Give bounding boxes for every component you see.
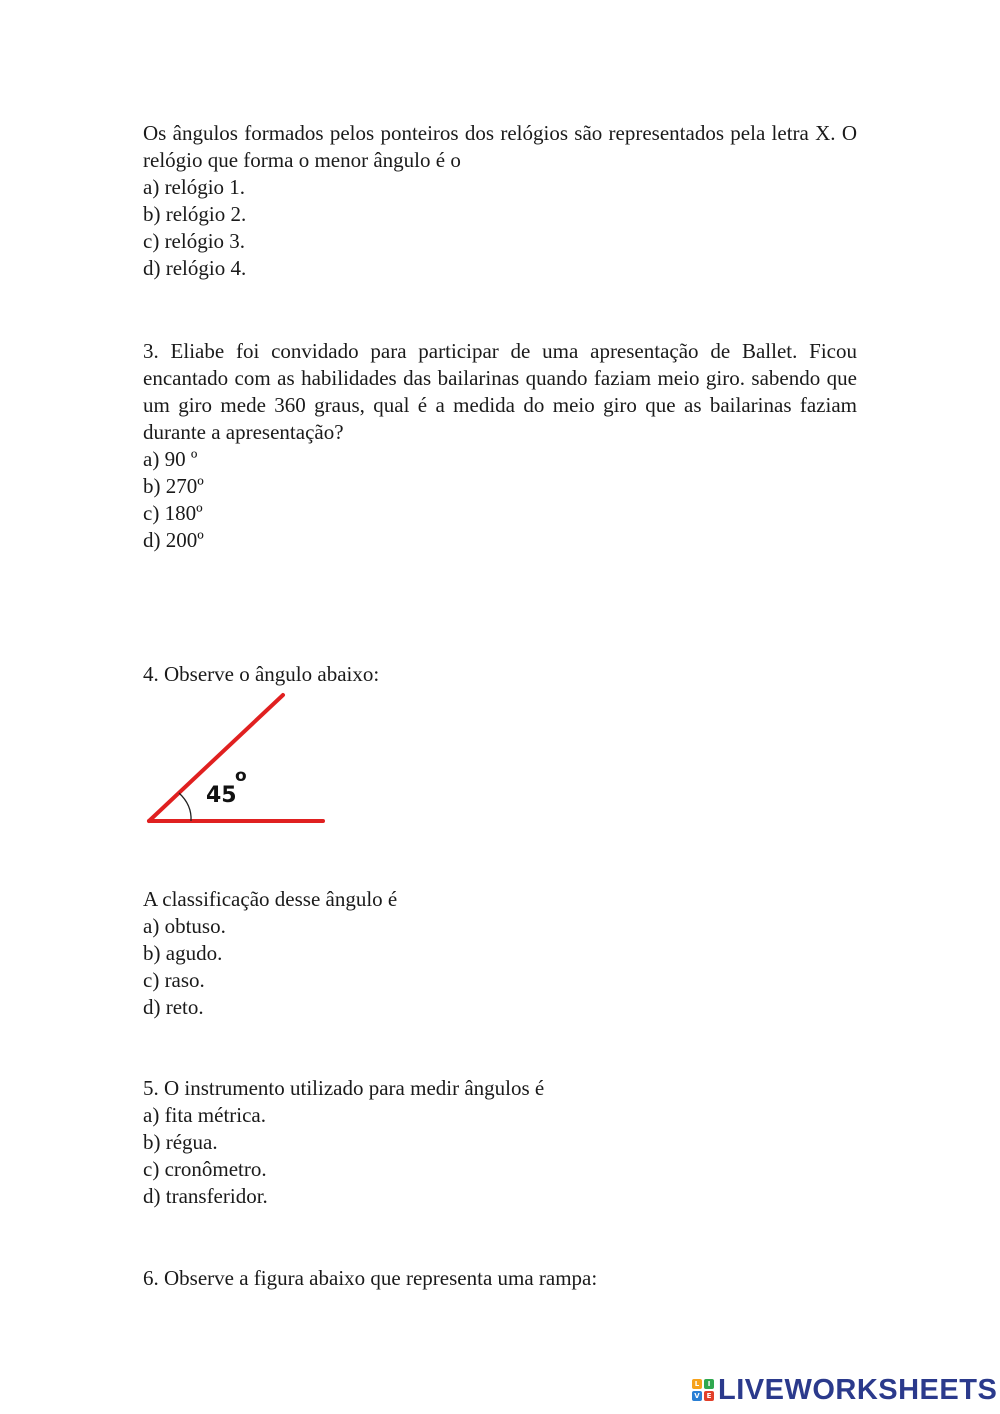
question-3-option-b: b) 270º xyxy=(143,474,204,498)
logo-letter-e: E xyxy=(704,1391,714,1401)
question-3 xyxy=(143,338,857,554)
question-6 xyxy=(143,1265,857,1292)
question-2 xyxy=(143,120,857,282)
question-5-option-c: c) cronômetro. xyxy=(143,1157,267,1181)
question-4-option-d: d) reto. xyxy=(143,995,204,1019)
question-3-prompt: 3. Eliabe foi convidado para participar de uma apresentação de Ballet. Ficou encantado com as habilidades das bailarinas quando faziam meio giro. sabendo que um giro mede 360 graus, qual é a medida do meio giro que as bailarinas faziam durante a apresentação? xyxy=(143,339,857,444)
question-3-option-d: d) 200º xyxy=(143,528,204,552)
question-5-option-b: b) régua. xyxy=(143,1130,218,1154)
figure-background xyxy=(143,690,335,830)
question-4 xyxy=(143,886,857,1021)
question-2-option-a: a) relógio 1. xyxy=(143,175,246,199)
question-4-title-block xyxy=(143,661,857,688)
logo-letter-i: I xyxy=(704,1379,714,1389)
question-4-option-b: b) agudo. xyxy=(143,941,223,965)
question-2-option-c: c) relógio 3. xyxy=(143,229,246,253)
question-5-option-d: d) transferidor. xyxy=(143,1184,268,1208)
question-3-option-c: c) 180º xyxy=(143,501,203,525)
question-2-option-b: b) relógio 2. xyxy=(143,202,247,226)
logo-letter-l: L xyxy=(692,1379,702,1389)
question-6-prompt: 6. Observe a figura abaixo que representa uma rampa: xyxy=(143,1266,598,1290)
question-4-option-a: a) obtuso. xyxy=(143,914,226,938)
angle-value-label: 45 xyxy=(206,783,237,808)
brand-name: LIVEWORKSHEETS xyxy=(718,1373,998,1406)
angle-figure xyxy=(143,690,335,830)
question-4-title: 4. Observe o ângulo abaixo: xyxy=(143,662,380,686)
question-3-option-a: a) 90 º xyxy=(143,447,198,471)
question-4-option-c: c) raso. xyxy=(143,968,205,992)
logo-mark-icon xyxy=(692,1379,714,1401)
question-5-prompt: 5. O instrumento utilizado para medir ângulos é xyxy=(143,1076,545,1100)
liveworksheets-logo[interactable] xyxy=(692,1372,997,1408)
question-4-prompt: A classificação desse ângulo é xyxy=(143,887,398,911)
question-2-option-d: d) relógio 4. xyxy=(143,256,247,280)
question-5-option-a: a) fita métrica. xyxy=(143,1103,267,1127)
logo-letter-v: V xyxy=(692,1391,702,1401)
question-2-prompt: Os ângulos formados pelos ponteiros dos relógios são representados pela letra X. O relógio que forma o menor ângulo é o xyxy=(143,121,857,172)
question-5 xyxy=(143,1075,857,1210)
degree-mark: o xyxy=(235,766,247,786)
